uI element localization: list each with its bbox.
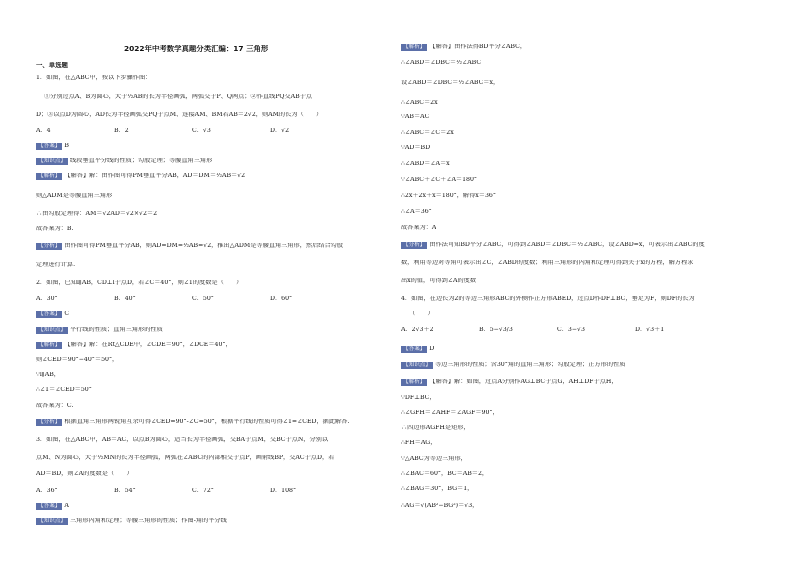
line-text: 【解答】解：由作图可得PM垂直平分AB，AD＝DM＝½AB＝√2: [64, 173, 246, 179]
answer-option: D．60°: [270, 296, 293, 302]
text-line: ∴∠BAC＝60°，BC＝AB＝2，: [401, 471, 489, 477]
answer-option: C．50°: [192, 296, 214, 302]
text-line: 故答案为：C.: [36, 403, 74, 409]
text-line: 2．如图，已知l∥AB，CD⊥l于点D，若∠C＝40°，则∠1的度数是（ ）: [36, 280, 243, 286]
section-tag: 【知识点】: [38, 327, 66, 333]
section-tag: 【答案】: [38, 503, 61, 509]
line-text: 【解答】解：在Rt△CDE中，∠CDE＝90°，∠DCE＝40°，: [64, 342, 232, 348]
text-line: 点M、N为圆心，大于½MN的长为半径画弧，两弧在∠ABC的内部相交于点P，画射线BP，交AC于点D，若: [36, 455, 335, 461]
section-tag: 【知识点】: [38, 518, 66, 524]
line-text: 线段垂直平分线的性质；勾股定理；等腰直角三角形: [69, 158, 213, 164]
text-line: （ ）: [409, 311, 434, 317]
line-text: D: [429, 346, 435, 352]
labeled-line: [36, 327, 163, 334]
labeled-line: [36, 243, 343, 250]
text-line: ∴∠1＝∠CED＝50°: [36, 387, 92, 393]
answer-option: D．√2: [270, 128, 290, 134]
labeled-line: [36, 419, 349, 426]
text-line: 则∠CED＝90°−40°＝50°，: [36, 357, 119, 363]
text-line: ∴FH＝AG，: [401, 440, 437, 446]
section-tag: 【解析】: [403, 44, 426, 50]
labeled-line: [401, 242, 705, 249]
section-tag: 【答案】: [38, 311, 61, 317]
answer-options: [401, 327, 713, 333]
text-line: ∴∠ABC＝2x: [401, 100, 438, 106]
text-line: 1．如图，在△ABC中，按以下步骤作图：: [36, 75, 152, 81]
answer-option: C．√3: [192, 128, 211, 134]
text-line: ∵DF⊥BC，: [401, 395, 436, 401]
answer-option: B．54°: [114, 488, 136, 494]
answer-option: D．√3＋1: [635, 327, 665, 333]
labeled-line: [36, 143, 69, 150]
text-line: D；③以点D为圆心，AD长为半径画弧交PQ于点M、连接AM、BM若AB＝2√2，则AM的长为（ ）: [36, 112, 323, 118]
answer-option: C．3−√3: [557, 327, 585, 333]
text-line: ∴∠A＝36°: [401, 209, 432, 215]
text-line: ∴2x＋2x＋x＝180°，解得x＝36°: [401, 193, 496, 199]
section-tag: 【解析】: [403, 379, 426, 385]
text-line: 出x的值，可得到∠A的度数: [401, 278, 477, 284]
answer-options: [36, 128, 348, 134]
text-line: ∵AB＝AC: [401, 114, 430, 120]
line-text: 平行线的性质；直角三角形的性质: [69, 327, 163, 333]
line-text: 【解答】解：如图，过点A分别作AG⊥BC于点G，AH⊥DF于点H，: [429, 379, 618, 385]
page-title: 2022年中考数学真题分类汇编：17 三角形: [124, 45, 269, 53]
section-tag: 【答案】: [38, 143, 61, 149]
section-tag: 【知识点】: [403, 362, 431, 368]
text-line: ∴∠GFH＝∠AHF＝∠AGF＝90°，: [401, 410, 499, 416]
text-line: ∴∠BAG＝30°，BG＝1，: [401, 486, 474, 492]
labeled-line: [401, 379, 618, 386]
text-line: 则△ADM是等腰直角三角形: [36, 193, 113, 199]
text-line: ∵△ABC为等边三角形，: [401, 456, 467, 462]
text-line: ∴∠ABD＝∠A＝x: [401, 161, 450, 167]
line-text: B: [64, 143, 69, 149]
answer-option: A．2√3＋2: [401, 327, 434, 333]
section-tag: 【分析】: [403, 242, 426, 248]
section-tag: 【知识点】: [38, 158, 66, 164]
text-line: ∴∠ABD＝∠DBC＝½∠ABC: [401, 60, 482, 66]
labeled-line: [36, 158, 212, 165]
section-tag: 【解析】: [38, 173, 61, 179]
text-line: 定理进行计算.: [36, 262, 76, 268]
answer-option: C．72°: [192, 488, 214, 494]
text-line: 3．如图，在△ABC中，AB＝AC，以点B为圆心，适当长为半径画弧，交BA于点M，交BC于点N，分别以: [36, 437, 329, 443]
labeled-line: [401, 346, 434, 353]
labeled-line: [36, 503, 69, 510]
text-line: 故答案为：A: [401, 225, 437, 231]
labeled-line: [401, 44, 526, 51]
answer-options: [36, 296, 348, 302]
answer-options: [36, 488, 348, 494]
line-text: 由作图可得PM垂直平分AB，则AD=DM=½AB=√2，推出△ADM是等腰直角三角形，然后结合勾股: [64, 243, 344, 249]
labeled-line: [36, 311, 69, 318]
text-line: ①分别过点A、B为圆心，大于½AB的长为半径画弧，两弧交于P、Q两点；②作直线PQ交AB于点: [44, 94, 313, 100]
text-line: ∴AG＝√(AB²−BG²)＝√3，: [401, 503, 479, 509]
line-text: 【解答】由作法得BD平分∠ABC，: [429, 44, 527, 50]
section-tag: 【解析】: [38, 342, 61, 348]
line-text: 等边三角形的性质；含30°角的直角三角形；勾股定理；正方形的性质: [434, 362, 626, 368]
answer-option: A．36°: [36, 488, 58, 494]
section-heading: 一、单选题: [36, 62, 68, 69]
text-line: 4．如图，在边长为2的等边三角形ABC的外侧作正方形ABED，过点D作DF⊥BC，垂足为F，则DF的长为: [401, 296, 695, 302]
line-text: C: [64, 311, 70, 317]
text-line: ∵AD＝BD: [401, 145, 431, 151]
answer-option: D．108°: [270, 488, 297, 494]
labeled-line: [36, 342, 232, 349]
text-line: ∵l∥AB，: [36, 372, 60, 378]
text-line: AD＝BD，则∠A的度数是（ ）: [36, 471, 133, 477]
section-tag: 【答案】: [403, 346, 426, 352]
labeled-line: [36, 518, 227, 525]
text-line: ∴∠ABC＝∠C＝2x: [401, 130, 454, 136]
line-text: 由作法可知BD平分∠ABC，可得到∠ABD＝∠DBC＝½∠ABC，设∠ABD=x，可表示出∠ABC的度: [429, 242, 705, 248]
text-line: 数，利用等边对等角可表示出∠C，∠ABD的度数；利用三角形的内角和定理可得到关于x的方程，解方程求: [401, 260, 694, 266]
text-line: 故答案为：B.: [36, 226, 74, 232]
line-text: 根据直角三角形两锐角互余可得∠CED=90°-∠C=50°，根据平行线的性质可得∠1=∠CED，据此解答.: [64, 419, 350, 425]
text-line: ∴由勾股定理得：AM＝√2AD＝√2×√2＝2: [36, 211, 158, 217]
answer-option: A．4: [36, 128, 51, 134]
line-text: A: [64, 503, 69, 509]
labeled-line: [401, 362, 625, 369]
answer-option: B．5−√3/3: [479, 327, 513, 333]
text-line: ∵∠ABC＋∠C＋∠A＝180°: [401, 177, 478, 183]
section-tag: 【分析】: [38, 243, 61, 249]
section-tag: 【分析】: [38, 419, 61, 425]
labeled-line: [36, 173, 245, 180]
text-line: 设∠ABD＝∠DBC＝½∠ABC＝x，: [401, 80, 500, 86]
text-line: ∴四边形AGFH是矩形，: [401, 425, 470, 431]
answer-option: A．30°: [36, 296, 58, 302]
answer-option: B．40°: [114, 296, 136, 302]
line-text: 三角形内角和定理；等腰三角形的性质；作图-角的平分线: [69, 518, 227, 524]
answer-option: B．2: [114, 128, 129, 134]
